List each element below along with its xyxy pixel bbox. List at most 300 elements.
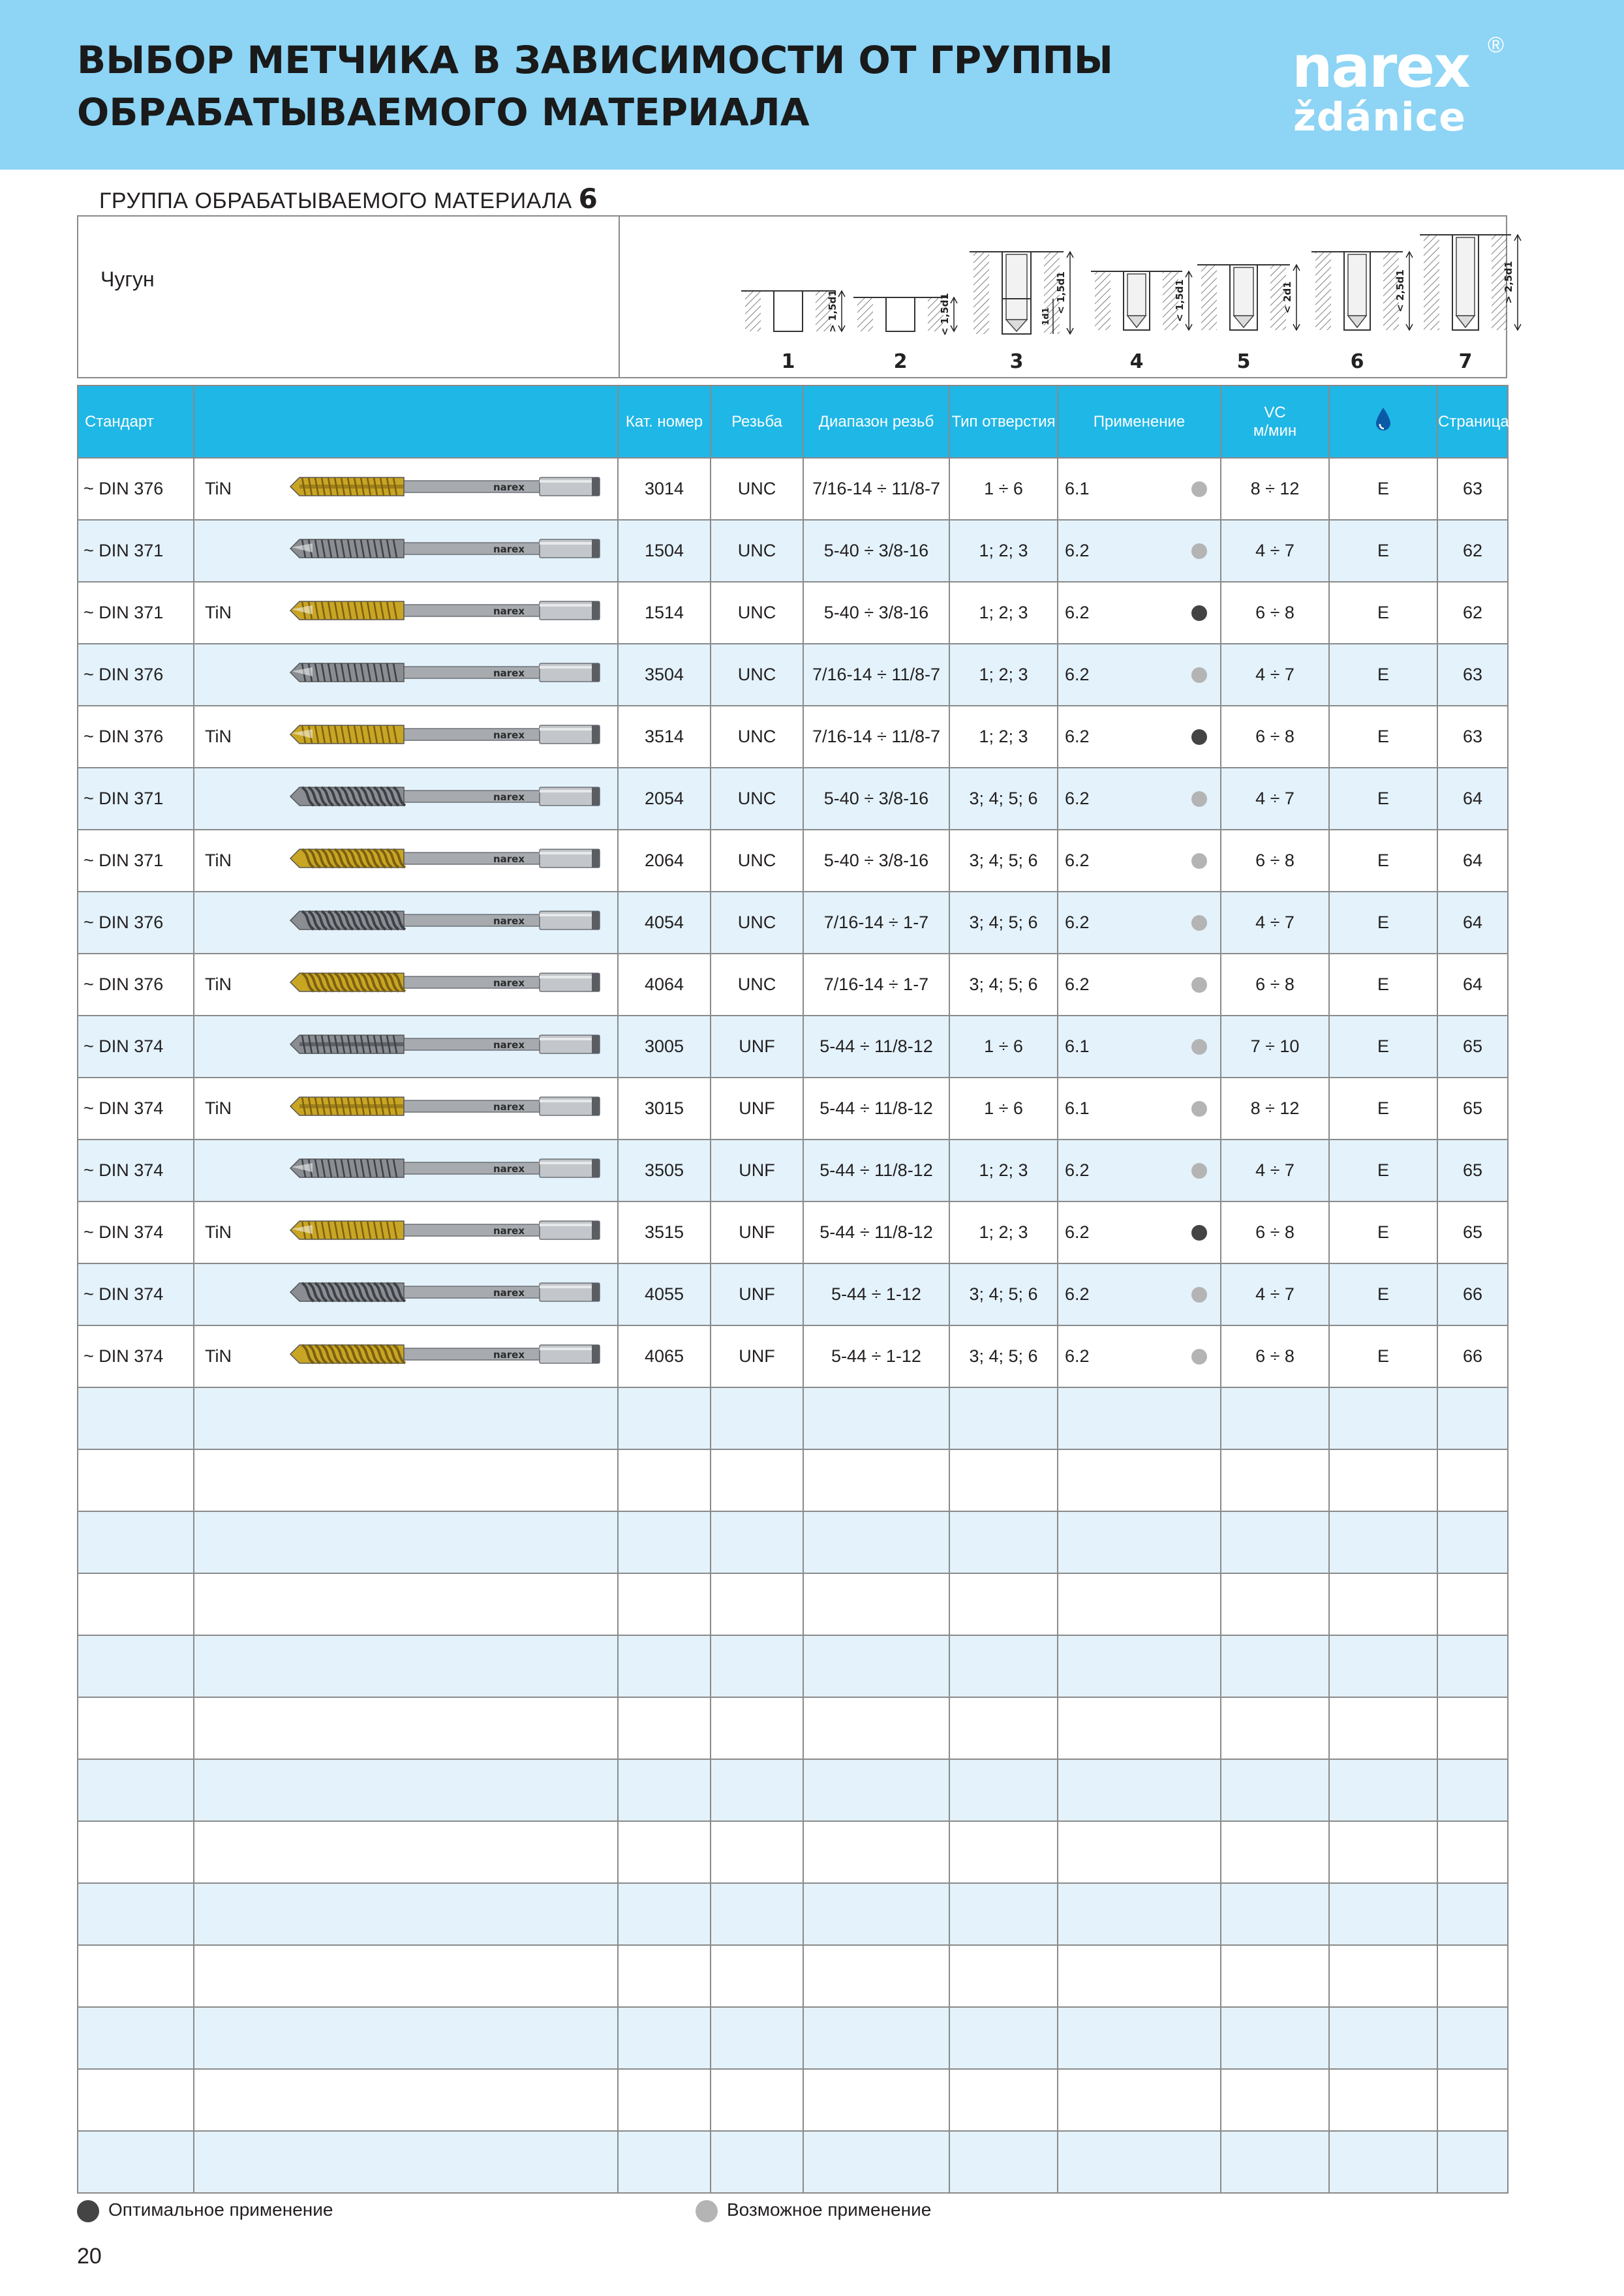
empty-cell [194, 1759, 266, 1821]
table-row [78, 954, 1508, 1016]
cell-vc-text: 6 ÷ 8 [1255, 974, 1295, 994]
tap-drawing [266, 963, 618, 1002]
empty-cell [266, 1945, 618, 2007]
empty-cell [78, 1821, 194, 1883]
cell-cat [618, 1325, 711, 1387]
empty-cell [1329, 2131, 1437, 2193]
empty-cell [78, 2069, 194, 2131]
cell-coat [194, 768, 266, 830]
cell-cool-text: E [1377, 479, 1389, 498]
material-group-heading [99, 183, 598, 215]
empty-cell [1437, 2007, 1508, 2069]
empty-cell [194, 1697, 266, 1759]
cell-hole [949, 458, 1058, 520]
empty-cell [1437, 1697, 1508, 1759]
empty-row [78, 1511, 1508, 1573]
cell-app-text: 6.2 [1065, 1222, 1090, 1242]
cell-range-text: 5-44 ÷ 11/8-12 [820, 1222, 933, 1242]
cell-app [1058, 582, 1221, 644]
cell-hole [949, 1078, 1058, 1140]
empty-cell [803, 1697, 949, 1759]
cell-std-text: ~ DIN 374 [84, 1222, 164, 1242]
cell-coat [194, 1016, 266, 1078]
cell-cat-text: 3504 [644, 665, 684, 684]
cell-vc [1221, 644, 1329, 706]
empty-cell [266, 2069, 618, 2131]
tap-image-cell [266, 768, 618, 830]
cell-thread [711, 1140, 803, 1201]
tap-image-cell [266, 1016, 618, 1078]
table-row [78, 520, 1508, 582]
cell-range [803, 1140, 949, 1201]
empty-cell [1329, 1697, 1437, 1759]
cell-cool-text: E [1377, 851, 1389, 870]
cell-std-text: ~ DIN 374 [84, 1346, 164, 1366]
empty-cell [266, 1387, 618, 1449]
cell-page-text: 62 [1462, 541, 1483, 560]
cell-hole [949, 954, 1058, 1016]
empty-cell [194, 1821, 266, 1883]
cell-cool-text: E [1377, 1036, 1389, 1056]
cell-thread [711, 1263, 803, 1325]
col-standard: Стандарт [78, 385, 194, 458]
cell-vc-text: 4 ÷ 7 [1255, 1160, 1295, 1180]
cell-app [1058, 1263, 1221, 1325]
legend-possible [696, 2199, 931, 2222]
empty-cell [618, 1449, 711, 1511]
empty-cell [194, 2007, 266, 2069]
cell-hole-text: 1; 2; 3 [979, 665, 1028, 684]
tap-image-cell [266, 706, 618, 768]
cell-hole-text: 1 ÷ 6 [984, 479, 1023, 498]
cell-app-text: 6.2 [1065, 913, 1090, 932]
cell-page-text: 65 [1462, 1098, 1483, 1118]
svg-text:narex: narex [493, 853, 525, 865]
cell-app-text: 6.2 [1065, 789, 1090, 808]
cell-vc [1221, 830, 1329, 892]
svg-text:narex: narex [493, 977, 525, 989]
svg-text:narex: narex [493, 1163, 525, 1175]
tap-image-cell [266, 1140, 618, 1201]
empty-cell [949, 1635, 1058, 1697]
tap-image-cell [266, 892, 618, 954]
empty-cell [618, 2007, 711, 2069]
empty-cell [194, 1449, 266, 1511]
cell-std [78, 644, 194, 706]
col-cutting-speed [1221, 385, 1329, 458]
cell-cool-text: E [1377, 1160, 1389, 1180]
title-line-2: ОБРАБАТЫВАЕМОГО МАТЕРИАЛА [77, 90, 810, 134]
empty-cell [194, 2069, 266, 2131]
cell-std [78, 1016, 194, 1078]
tap-drawing [266, 1025, 618, 1064]
narex-logo [1292, 33, 1507, 150]
tap-drawing [266, 715, 618, 754]
cell-thread-text: UNC [737, 479, 776, 498]
empty-cell [1329, 1573, 1437, 1635]
svg-text:> 1,5d1: > 1,5d1 [827, 290, 838, 333]
cell-range [803, 892, 949, 954]
cell-page-text: 66 [1462, 1346, 1483, 1366]
tap-drawing [266, 777, 618, 816]
cell-cat-text: 3505 [644, 1160, 684, 1180]
cell-coat-text: TiN [205, 974, 232, 994]
cell-cat-text: 4055 [644, 1284, 684, 1304]
cell-page [1437, 1263, 1508, 1325]
cell-vc [1221, 706, 1329, 768]
svg-text:< 1,5d1: < 1,5d1 [939, 293, 951, 336]
cell-page-text: 64 [1462, 913, 1483, 932]
empty-cell [711, 1821, 803, 1883]
cell-std [78, 830, 194, 892]
cell-hole-text: 3; 4; 5; 6 [969, 789, 1038, 808]
empty-cell [618, 1697, 711, 1759]
empty-cell [194, 1387, 266, 1449]
svg-text:> 2,5d1: > 2,5d1 [1503, 261, 1514, 304]
cell-coat-text: TiN [205, 479, 232, 498]
cell-page [1437, 706, 1508, 768]
empty-cell [1221, 2131, 1329, 2193]
cell-range-text: 5-40 ÷ 3/8-16 [823, 603, 929, 622]
cell-vc [1221, 520, 1329, 582]
cell-thread [711, 1325, 803, 1387]
cell-range [803, 706, 949, 768]
cell-app-text: 6.2 [1065, 541, 1090, 560]
cell-cool [1329, 520, 1437, 582]
possible-application-dot [1191, 667, 1207, 683]
cell-vc [1221, 1325, 1329, 1387]
svg-text:< 1,5d1: < 1,5d1 [1174, 279, 1186, 322]
cell-std-text: ~ DIN 376 [84, 479, 164, 498]
cell-std [78, 1140, 194, 1201]
cutting-speed-symbol: VC [1264, 403, 1286, 421]
empty-cell [618, 1635, 711, 1697]
empty-cell [1329, 1883, 1437, 1945]
empty-cell [711, 1759, 803, 1821]
cell-std-text: ~ DIN 374 [84, 1160, 164, 1180]
cell-vc [1221, 1201, 1329, 1263]
empty-cell [711, 1945, 803, 2007]
drop-icon [1375, 406, 1392, 432]
cell-std [78, 706, 194, 768]
cell-coat-text: TiN [205, 1222, 232, 1242]
page-header [0, 0, 1624, 170]
tap-drawing [266, 1273, 618, 1312]
svg-text:narex: narex [493, 481, 525, 493]
cell-page-text: 64 [1462, 974, 1483, 994]
cell-range [803, 582, 949, 644]
cell-coat [194, 520, 266, 582]
cell-vc-text: 4 ÷ 7 [1255, 913, 1295, 932]
cell-thread-text: UNF [739, 1222, 775, 1242]
cell-page [1437, 768, 1508, 830]
cell-page [1437, 1201, 1508, 1263]
cell-cat-text: 3514 [644, 727, 684, 746]
svg-text:4: 4 [1129, 350, 1144, 373]
cell-range [803, 830, 949, 892]
empty-cell [711, 1635, 803, 1697]
empty-cell [618, 1573, 711, 1635]
empty-cell [78, 1511, 194, 1573]
empty-cell [803, 1387, 949, 1449]
cell-cool [1329, 706, 1437, 768]
svg-text:< 2,5d1: < 2,5d1 [1394, 269, 1406, 312]
possible-application-dot [1191, 1039, 1207, 1055]
cell-range [803, 458, 949, 520]
cell-coat [194, 706, 266, 768]
cell-cool-text: E [1377, 541, 1389, 560]
cell-vc [1221, 892, 1329, 954]
empty-cell [194, 1945, 266, 2007]
possible-application-dot [1191, 481, 1207, 497]
empty-row [78, 2131, 1508, 2193]
empty-cell [1329, 1449, 1437, 1511]
table-row [78, 892, 1508, 954]
empty-cell [949, 1449, 1058, 1511]
cell-thread [711, 458, 803, 520]
cell-cool-text: E [1377, 974, 1389, 994]
svg-text:narex: narex [493, 667, 525, 679]
title-line-1: ВЫБОР МЕТЧИКА В ЗАВИСИМОСТИ ОТ ГРУППЫ [77, 38, 1113, 82]
cell-thread [711, 768, 803, 830]
cell-std-text: ~ DIN 371 [84, 851, 164, 870]
empty-cell [949, 1511, 1058, 1573]
cell-cool-text: E [1377, 913, 1389, 932]
empty-cell [949, 1883, 1058, 1945]
cell-range-text: 5-44 ÷ 11/8-12 [820, 1098, 933, 1118]
cell-hole [949, 644, 1058, 706]
cell-range-text: 7/16-14 ÷ 1-7 [823, 913, 929, 932]
cell-coat [194, 582, 266, 644]
cell-hole [949, 520, 1058, 582]
cell-page-text: 64 [1462, 789, 1483, 808]
col-thread: Резьба [711, 385, 803, 458]
cell-std [78, 1263, 194, 1325]
cell-cool [1329, 1201, 1437, 1263]
cell-std-text: ~ DIN 374 [84, 1098, 164, 1118]
cell-coat [194, 458, 266, 520]
empty-cell [803, 1635, 949, 1697]
empty-cell [1437, 1821, 1508, 1883]
empty-cell [711, 2131, 803, 2193]
table-row [78, 644, 1508, 706]
tap-drawing [266, 1149, 618, 1188]
empty-cell [78, 1945, 194, 2007]
svg-text:narex: narex [493, 1349, 525, 1361]
cell-coat-text: TiN [205, 1346, 232, 1366]
cell-vc [1221, 458, 1329, 520]
tap-drawing [266, 1335, 618, 1374]
empty-cell [803, 2069, 949, 2131]
svg-text:1d1: 1d1 [1041, 307, 1051, 325]
svg-text:narex: narex [493, 1039, 525, 1051]
empty-cell [266, 1759, 618, 1821]
empty-cell [803, 1945, 949, 2007]
empty-cell [1437, 1511, 1508, 1573]
cell-coat-text: TiN [205, 603, 232, 622]
empty-cell [949, 1759, 1058, 1821]
empty-cell [618, 1387, 711, 1449]
cell-cool-text: E [1377, 603, 1389, 622]
cell-thread-text: UNC [737, 727, 776, 746]
empty-row [78, 1449, 1508, 1511]
empty-cell [1221, 1883, 1329, 1945]
cell-cat [618, 954, 711, 1016]
empty-cell [266, 1449, 618, 1511]
svg-text:narex: narex [493, 791, 525, 803]
possible-application-dot [1191, 1287, 1207, 1303]
cell-vc [1221, 1078, 1329, 1140]
cell-cool [1329, 1263, 1437, 1325]
cell-std-text: ~ DIN 376 [84, 974, 164, 994]
tap-image-cell [266, 830, 618, 892]
cell-thread-text: UNF [739, 1098, 775, 1118]
cell-hole-text: 3; 4; 5; 6 [969, 913, 1038, 932]
empty-cell [266, 1697, 618, 1759]
cell-hole [949, 1201, 1058, 1263]
material-group-label: ГРУППА ОБРАБАТЫВАЕМОГО МАТЕРИАЛА [99, 189, 572, 213]
empty-cell [711, 1387, 803, 1449]
tap-image-cell [266, 1263, 618, 1325]
material-box [77, 215, 1514, 378]
cell-std-text: ~ DIN 376 [84, 727, 164, 746]
cell-coat [194, 892, 266, 954]
legend-possible-label: Возможное применение [727, 2199, 932, 2220]
empty-cell [1329, 1945, 1437, 2007]
svg-text:6: 6 [1350, 350, 1364, 373]
cell-thread-text: UNC [737, 913, 776, 932]
cell-app-text: 6.1 [1065, 479, 1090, 498]
empty-cell [78, 1635, 194, 1697]
cell-std-text: ~ DIN 371 [84, 541, 164, 560]
cell-vc [1221, 954, 1329, 1016]
empty-cell [803, 1573, 949, 1635]
cell-app-text: 6.2 [1065, 974, 1090, 994]
cell-app-text: 6.2 [1065, 727, 1090, 746]
cell-vc [1221, 582, 1329, 644]
possible-application-dot [1191, 543, 1207, 559]
empty-cell [618, 1759, 711, 1821]
cell-cat [618, 1140, 711, 1201]
cell-cat-text: 3515 [644, 1222, 684, 1242]
cell-cat [618, 458, 711, 520]
empty-cell [1329, 1821, 1437, 1883]
possible-application-dot [1191, 1349, 1207, 1365]
empty-cell [949, 1697, 1058, 1759]
empty-cell [1058, 2007, 1221, 2069]
cell-vc-text: 6 ÷ 8 [1255, 851, 1295, 870]
empty-cell [78, 2007, 194, 2069]
cell-page-text: 63 [1462, 727, 1483, 746]
cell-cool [1329, 1016, 1437, 1078]
cell-coat-text: TiN [205, 727, 232, 746]
table-row [78, 1263, 1508, 1325]
logo-registered-mark: ® [1488, 33, 1505, 57]
tap-drawing [266, 839, 618, 878]
legend-optimal [77, 2199, 333, 2222]
cell-page [1437, 582, 1508, 644]
cell-range [803, 954, 949, 1016]
cell-std-text: ~ DIN 376 [84, 665, 164, 684]
cell-app-text: 6.2 [1065, 1346, 1090, 1366]
cell-cat [618, 830, 711, 892]
table-header-row [78, 385, 1508, 458]
cell-cat-text: 2064 [644, 851, 684, 870]
material-group-number: 6 [578, 183, 598, 215]
cell-hole [949, 1325, 1058, 1387]
svg-text:< 2d1: < 2d1 [1281, 281, 1293, 314]
cell-std-text: ~ DIN 371 [84, 789, 164, 808]
cell-cool [1329, 830, 1437, 892]
cell-hole [949, 1263, 1058, 1325]
svg-text:narex: narex [493, 1287, 525, 1299]
cell-app-text: 6.2 [1065, 603, 1090, 622]
cell-hole [949, 892, 1058, 954]
cell-range-text: 5-40 ÷ 3/8-16 [823, 789, 929, 808]
cell-range-text: 5-40 ÷ 3/8-16 [823, 541, 929, 560]
cell-cat [618, 706, 711, 768]
empty-cell [266, 2007, 618, 2069]
cell-cat [618, 1078, 711, 1140]
empty-row [78, 1387, 1508, 1449]
empty-cell [266, 2131, 618, 2193]
cell-app-text: 6.2 [1065, 1284, 1090, 1304]
cell-app [1058, 520, 1221, 582]
tap-drawing [266, 1211, 618, 1250]
cell-cat [618, 768, 711, 830]
cell-hole [949, 768, 1058, 830]
empty-cell [78, 1697, 194, 1759]
cell-page [1437, 1325, 1508, 1387]
empty-cell [194, 1883, 266, 1945]
cell-vc-text: 4 ÷ 7 [1255, 789, 1295, 808]
cell-cat-text: 3015 [644, 1098, 684, 1118]
cell-std-text: ~ DIN 376 [84, 913, 164, 932]
empty-cell [266, 1635, 618, 1697]
empty-cell [618, 1821, 711, 1883]
empty-cell [711, 2007, 803, 2069]
cell-thread-text: UNF [739, 1284, 775, 1304]
empty-cell [618, 1511, 711, 1573]
empty-cell [1058, 1759, 1221, 1821]
tap-image-cell [266, 582, 618, 644]
cell-std-text: ~ DIN 374 [84, 1284, 164, 1304]
cell-vc-text: 6 ÷ 8 [1255, 1222, 1295, 1242]
cell-coat [194, 830, 266, 892]
possible-application-dot [1191, 915, 1207, 931]
cell-cool [1329, 1325, 1437, 1387]
cell-app [1058, 1325, 1221, 1387]
cell-range-text: 7/16-14 ÷ 11/8-7 [812, 727, 940, 746]
cell-cat [618, 1263, 711, 1325]
cell-coat [194, 1078, 266, 1140]
empty-row [78, 1945, 1508, 2007]
cell-page [1437, 892, 1508, 954]
empty-cell [711, 1697, 803, 1759]
empty-cell [803, 1883, 949, 1945]
empty-cell [78, 1883, 194, 1945]
empty-cell [1437, 1387, 1508, 1449]
cell-range-text: 5-44 ÷ 11/8-12 [820, 1160, 933, 1180]
table-row [78, 1140, 1508, 1201]
legend-optimal-label: Оптимальное применение [108, 2199, 333, 2220]
empty-cell [1058, 1635, 1221, 1697]
empty-cell [78, 1387, 194, 1449]
cell-page-text: 65 [1462, 1222, 1483, 1242]
cell-page [1437, 1078, 1508, 1140]
empty-cell [711, 2069, 803, 2131]
empty-row [78, 1883, 1508, 1945]
